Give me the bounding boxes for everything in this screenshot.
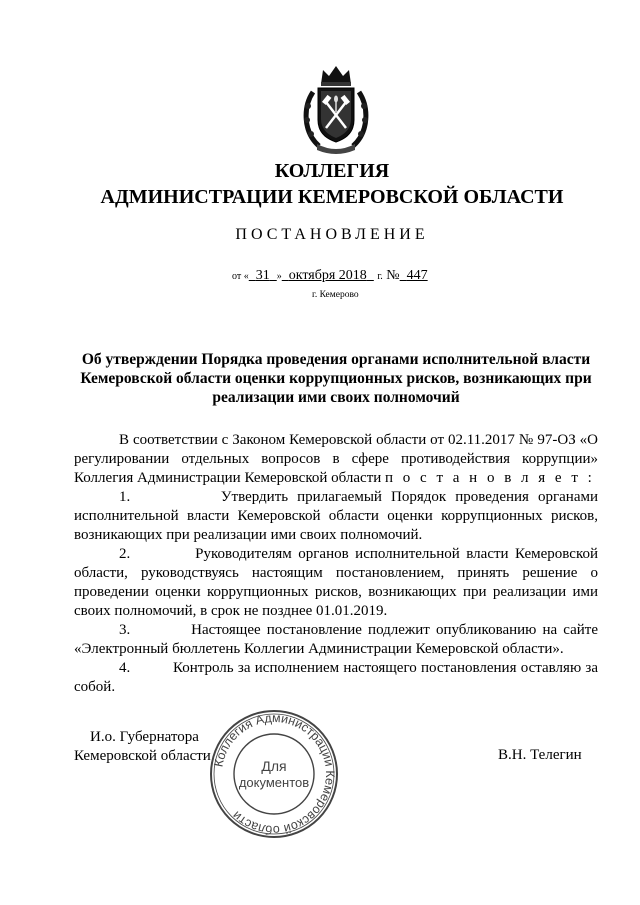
preamble-paragraph: В соответствии с Законом Кемеровской области от 02.11.2017 № 97-ОЗ «О регулировании отдельных вопросов в сфере противодействия коррупции» Коллегия Администрации Кемеровской области п о с т а н о в л я е т : (74, 432, 598, 486)
list-item: 2. Руководителям органов исполнительной власти Кемеровской области, руководствуясь настоящим постановлением, принять решение о проведении оценки коррупционных рисков, возникающих при реализации ими своих полномочий, в срок не позднее 01.01.2019. (74, 546, 598, 619)
list-item: 1. Утвердить прилагаемый Порядок проведения органами исполнительной власти Кемеровской области оценки коррупционных рисков, возникающих при реализации ими своих полномочий. (74, 489, 599, 543)
signatory-position-line1: И.о. Губернатора (90, 729, 199, 745)
date-day: 31 (255, 268, 270, 283)
year-suffix: г. (377, 271, 383, 282)
signatory-position (74, 728, 211, 766)
stamp-center-line1: Для (261, 758, 287, 774)
city-label: г. Кемерово (312, 290, 359, 300)
organization-title-line1: КОЛЛЕГИЯ (274, 160, 390, 182)
date-from-label: от « (232, 271, 249, 282)
stamp-ring-text: Коллегия Администрации Кемеровской области (211, 710, 338, 838)
number-label: № (386, 268, 400, 283)
signatory-name: В.Н. Телегин (498, 747, 582, 763)
official-stamp (208, 708, 340, 840)
document-subject: Об утверждении Порядка проведения органами исполнительной власти Кемеровской области оценки коррупционных рисков, возникающих при реализации ими своих полномочий (80, 351, 592, 406)
date-number-line (232, 268, 428, 284)
coat-of-arms-emblem (299, 62, 373, 156)
stamp-center-line2: документов (238, 775, 310, 790)
signatory-position-line2: Кемеровской области (74, 748, 211, 764)
list-item: 4. Контроль за исполнением настоящего постановления оставляю за собой. (74, 660, 598, 695)
document-type-title: ПОСТАНОВЛЕНИЕ (235, 226, 429, 243)
organization-title-line2: АДМИНИСТРАЦИИ КЕМЕРОВСКОЙ ОБЛАСТИ (100, 186, 564, 208)
resolves-phrase: п о с т а н о в л я е т : (385, 470, 595, 486)
date-month-year: октября 2018 (288, 268, 367, 283)
date-close-quote: » (276, 271, 282, 282)
list-item: 3. Настоящее постановление подлежит опубликованию на сайте «Электронный бюллетень Коллегии Администрации Кемеровской области». (74, 622, 598, 657)
document-body (74, 431, 598, 697)
document-number: 447 (406, 268, 428, 283)
